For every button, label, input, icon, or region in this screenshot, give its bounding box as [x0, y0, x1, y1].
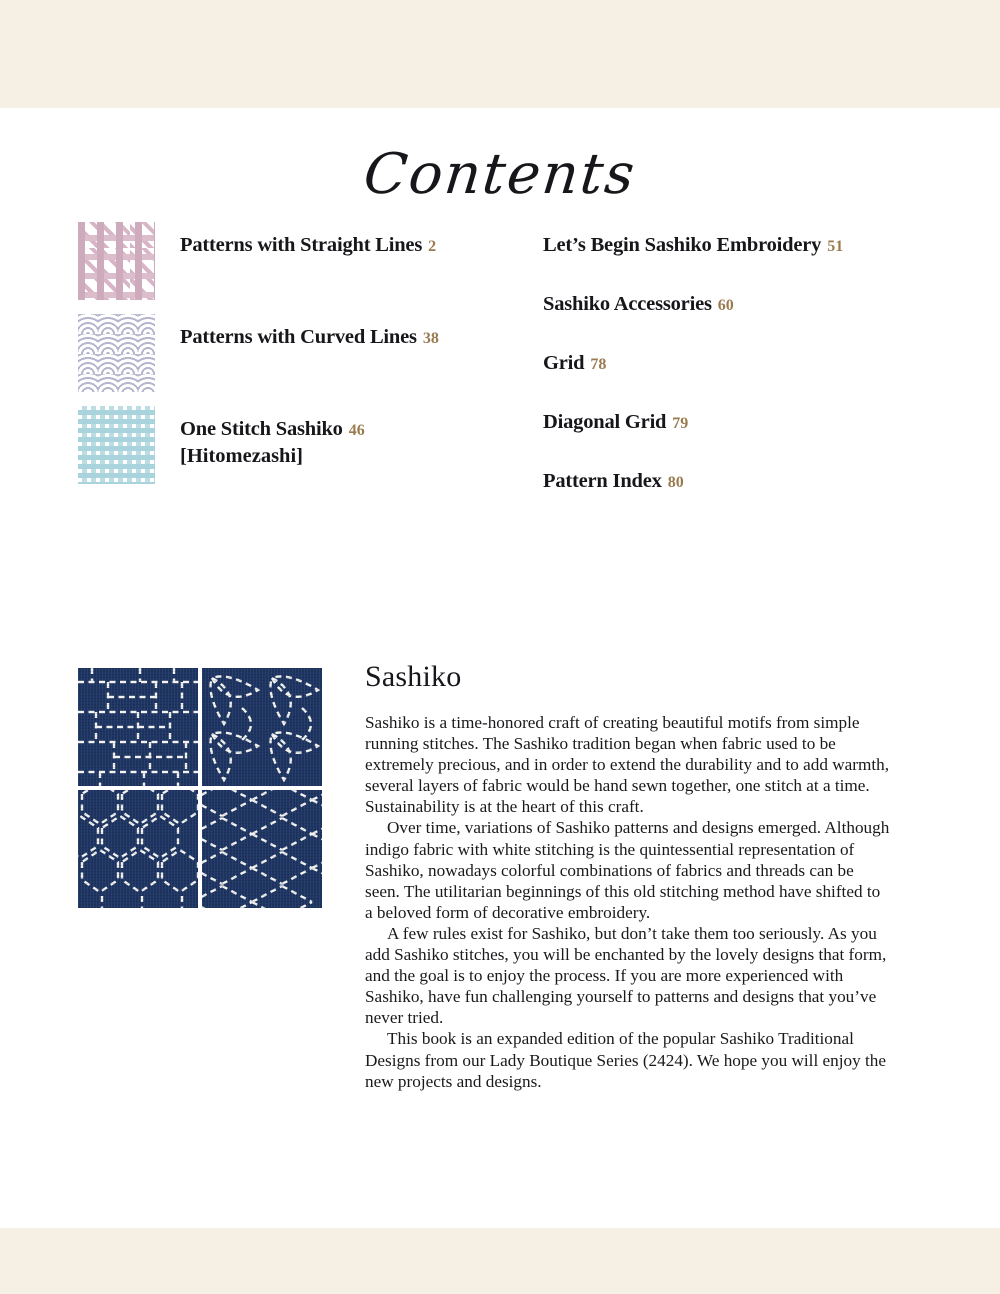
toc-entry-text — [543, 291, 734, 318]
hexagon-sashiko-photo — [78, 790, 198, 908]
toc-entry-diagonal-grid[interactable] — [543, 409, 953, 436]
curved-lines-swatch-icon — [78, 314, 155, 392]
toc-entry-lets-begin-sashiko-embroidery[interactable] — [543, 232, 953, 259]
sashiko-heading: Sashiko — [365, 660, 462, 693]
toc-entry-page: 80 — [667, 474, 684, 492]
sashiko-paragraph: This book is an expanded edition of the popular Sashiko Traditional Designs from our Lady Boutique Series (2424). We hope you will enjoy the new projects and designs. — [365, 1029, 886, 1091]
sashiko-photo-grid — [78, 668, 322, 908]
sashiko-paragraph: A few rules exist for Sashiko, but don’t take them too seriously. As you add Sashiko stitches, you will be enchanted by the lovely designs that form, and the goal is to enjoy the process. If you are more experienced with Sashiko, have fun challenging yourself to patterns and designs that you’ve never tried. — [365, 923, 887, 1028]
toc-entry-text — [180, 406, 365, 470]
toc-entry-label: Diagonal Grid — [543, 411, 667, 434]
diamond-lattice-stitch-illustration — [202, 790, 322, 908]
toc-entry-label: Pattern Index — [543, 470, 662, 493]
toc-entry-page: 79 — [672, 415, 689, 433]
one-stitch-swatch-icon — [78, 406, 155, 484]
toc-entry-page: 78 — [590, 356, 607, 374]
toc-right-column — [543, 232, 953, 527]
sashiko-paragraph: Over time, variations of Sashiko patterns and designs emerged. Although indigo fabric with white stitching is the quintessential representation of Sashiko, nowadays colorful combinations of fabrics and threads can be seen. The utilitarian beginnings of this old stitching method have shifted to a beloved form of decorative embroidery. — [365, 818, 890, 922]
table-of-contents — [0, 222, 1000, 522]
top-decorative-band — [0, 0, 1000, 108]
floral-petal-stitch-illustration — [202, 668, 322, 786]
page-title: Contents — [360, 142, 640, 207]
toc-entry-label: Sashiko Accessories — [543, 293, 712, 316]
brick-grid-stitch-illustration — [78, 668, 198, 786]
bottom-decorative-band — [0, 1228, 1000, 1294]
brick-grid-sashiko-photo — [78, 668, 198, 786]
toc-entry-label: Let’s Begin Sashiko Embroidery — [543, 234, 822, 256]
diamond-lattice-sashiko-photo — [202, 790, 322, 908]
toc-entry-text — [543, 350, 606, 377]
sashiko-text-block — [365, 660, 892, 1092]
toc-entry-label: Patterns with Curved Lines — [180, 326, 417, 348]
sashiko-paragraph: Sashiko is a time-honored craft of creating beautiful motifs from simple running stitches. The Sashiko tradition began when fabric used to be extremely precious, and in order to extend the durability and to add warmth, several layers of fabric would be hand sewn together, one stitch at a time. Sustainability is at the heart of this craft. — [365, 713, 890, 817]
toc-entry-curved-lines[interactable] — [78, 314, 518, 394]
toc-entry-label: One Stitch Sashiko — [180, 418, 343, 440]
toc-entry-one-stitch-sashiko[interactable] — [78, 406, 518, 486]
toc-entry-sashiko-accessories[interactable] — [543, 291, 953, 318]
toc-entry-text — [180, 222, 436, 259]
toc-entry-text — [180, 314, 439, 351]
toc-entry-page: 46 — [348, 422, 365, 439]
toc-entry-page: 2 — [428, 238, 437, 255]
toc-entry-page: 38 — [422, 330, 439, 347]
toc-entry-page: 60 — [717, 297, 734, 315]
hexagon-stitch-illustration — [78, 790, 198, 908]
straight-lines-swatch-icon — [78, 222, 155, 300]
toc-entry-text — [543, 468, 684, 495]
toc-entry-straight-lines[interactable] — [78, 222, 518, 302]
toc-entry-text — [543, 409, 688, 436]
toc-entry-label: Patterns with Straight Lines — [180, 234, 423, 256]
toc-entry-page: 51 — [827, 238, 844, 255]
toc-entry-label: Grid — [543, 352, 585, 375]
toc-entry-text — [543, 232, 843, 259]
toc-entry-pattern-index[interactable] — [543, 468, 953, 495]
toc-entry-sublabel: [Hitomezashi] — [180, 445, 303, 468]
toc-left-column — [78, 222, 518, 498]
floral-petal-sashiko-photo — [202, 668, 322, 786]
toc-entry-grid[interactable] — [543, 350, 953, 377]
